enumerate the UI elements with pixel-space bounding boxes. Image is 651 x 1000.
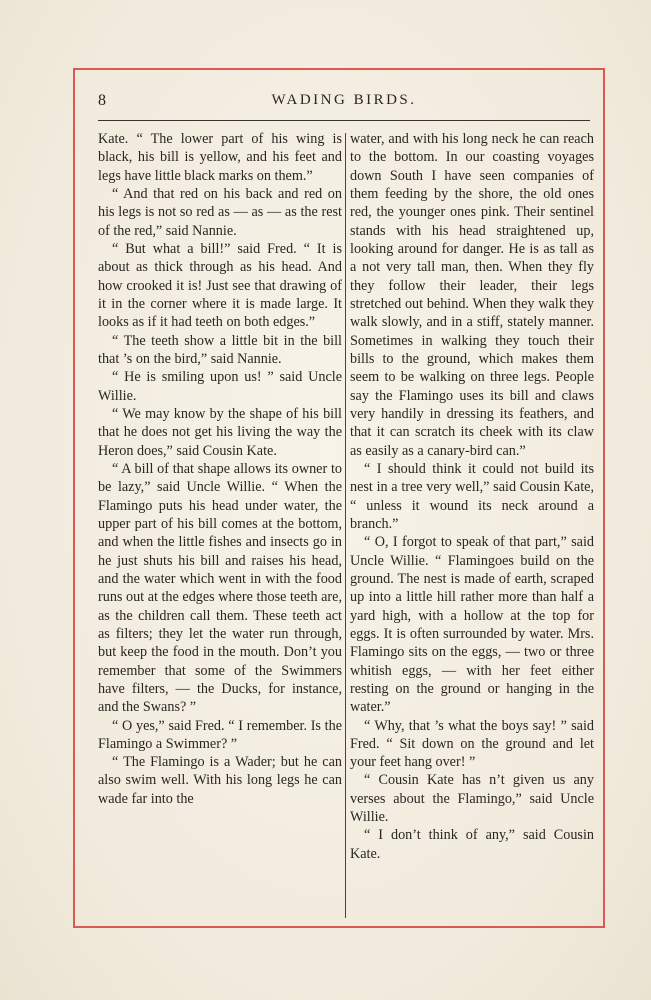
paragraph: “ A bill of that shape allows its owner to be lazy,” said Uncle Willie. “ When the Flamingo puts his head under water, the upper part of his bill comes at the bottom, and when the little fishes and insects go in he just shuts his bill and raises his head, and the water which went in with the food runs out at the edges where those teeth are, as the children call them. These teeth act as filters; they let the water run through, but keep the food in the mouth. Don’t you remember that some of the Swimmers have filters, — the Ducks, for instance, and the Swans? ” (98, 460, 342, 716)
header-rule (98, 120, 590, 121)
paragraph: “ We may know by the shape of his bill that he does not get his living the way the Heron does,” said Cousin Kate. (98, 405, 342, 459)
paragraph: “ O yes,” said Fred. “ I remember. Is the Flamingo a Swimmer? ” (98, 717, 342, 752)
paragraph: “ Cousin Kate has n’t given us any verses about the Flamingo,” said Uncle Willie. (350, 772, 594, 826)
running-title: WADING BIRDS. (271, 92, 417, 108)
right-column (350, 130, 594, 863)
paragraph: “ I don’t think of any,” said Cousin Kate. (350, 827, 594, 862)
paragraph: “ And that red on his back and red on his legs is not so red as — as — as the rest of the red,” said Nannie. (98, 185, 342, 239)
paragraph: “ O, I forgot to speak of that part,” said Uncle Willie. “ Flamingoes build on the ground. The nest is made of earth, scraped up into a little hill rather more than half a yard high, with a hollow at the top for eggs. It is often surrounded by water. Mrs. Flamingo sits on the eggs, — two or three whitish eggs, — with her feet either resting on the ground or hanging in the water.” (350, 534, 594, 716)
paragraph: Kate. “ The lower part of his wing is black, his bill is yellow, and his feet and legs have little black marks on them.” (98, 131, 342, 184)
paragraph: “ But what a bill!” said Fred. “ It is about as thick through as his head. And how crooked it is! Just see that drawing of it in the corner where it is made large. It looks as if it had teeth on both edges.” (98, 240, 342, 331)
paragraph: “ Why, that ’s what the boys say! ” said Fred. “ Sit down on the ground and let your feet hang over! ” (350, 717, 594, 771)
page-number: 8 (98, 92, 106, 109)
paragraph: “ The Flamingo is a Wader; but he can also swim well. With his long legs he can wade far into the (98, 754, 342, 807)
paragraph: “ I should think it could not build its nest in a tree very well,” said Cousin Kate, “ unless it wound its neck around a branch.” (350, 460, 594, 532)
paragraph: “ The teeth show a little bit in the bill that ’s on the bird,” said Nannie. (98, 332, 342, 367)
column-divider (345, 133, 346, 918)
left-column (98, 130, 342, 808)
paragraph: water, and with his long neck he can reach to the bottom. In our coasting voyages down South I have seen companies of them feeding by the shore, the old ones red, the younger ones pink. Their sentinel stands with his head straightened up, looking around for danger. He is as tall as a not very tall man, then. When they fly they follow their leader, their legs stretched out behind. When they walk they walk slowly, and in a stiff, stately manner. Sometimes in walking they touch their bills to the ground, which makes them seem to be walking on three legs. People say the Flamingo uses its bill and claws very handily in dressing its feathers, and that it can scratch its cheek with its claw as easily as a canary-bird can.” (350, 131, 594, 459)
running-head (98, 92, 590, 114)
paragraph: “ He is smiling upon us! ” said Uncle Willie. (98, 369, 342, 404)
